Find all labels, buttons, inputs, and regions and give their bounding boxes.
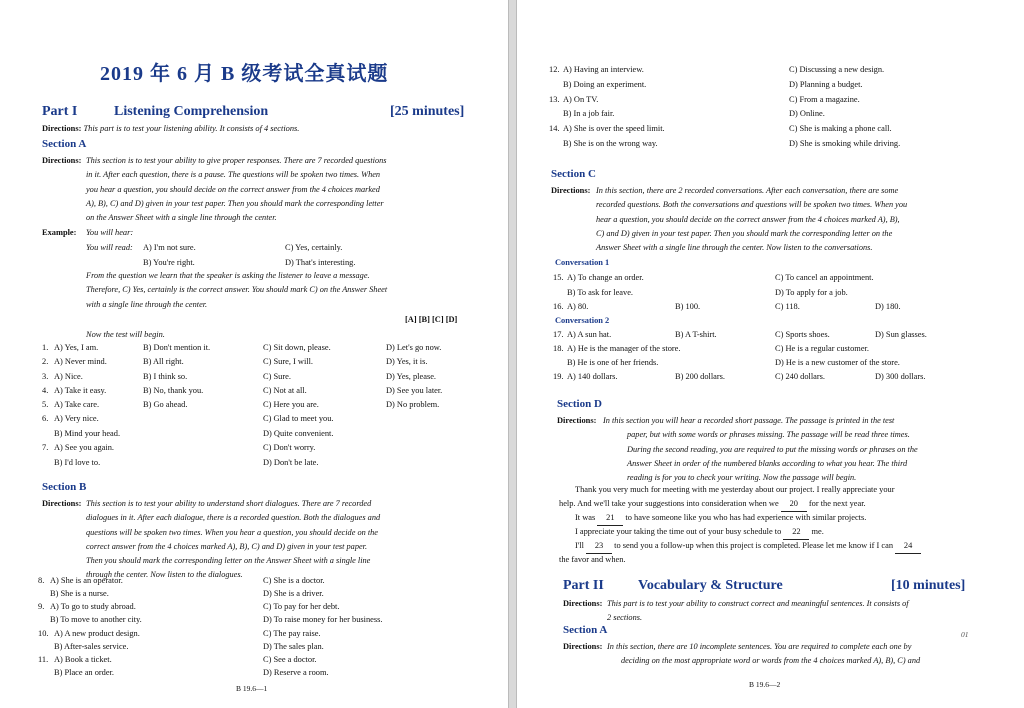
- q19-d: D) 300 dollars.: [875, 372, 926, 381]
- part2-name: Vocabulary & Structure: [638, 578, 783, 593]
- q10-num: 10.: [38, 628, 49, 638]
- q8-d: D) She is a driver.: [263, 589, 324, 598]
- q15-b: B) To ask for leave.: [567, 288, 634, 297]
- part2-directions: This part is to test your ability to construct correct and meaningful sentences. It consists of 2 sections.: [607, 599, 909, 623]
- q1-d: D) Let's go now.: [386, 343, 442, 352]
- q2-num: 2.: [42, 357, 49, 367]
- example-choice-c: C) Yes, certainly.: [285, 243, 343, 252]
- q2-c: C) Sure, I will.: [263, 357, 314, 367]
- q5-c: C) Here you are.: [263, 400, 319, 410]
- part2-sectionA-directions: In this section, there are 10 incomplete sentences. You are required to complete each one by deciding on the most appropriate word or words from the 4 choices marked A), B), C) and: [607, 642, 921, 666]
- q16-b: B) 100.: [675, 302, 701, 311]
- q18-num: 18.: [553, 344, 564, 353]
- part1-directions: This part is to test your listening ability. It consists of 4 sections.: [83, 124, 300, 133]
- q14-d: D) She is smoking while driving.: [789, 138, 901, 148]
- q14-num: 14.: [549, 124, 560, 133]
- sectionB-label: Section B: [42, 481, 87, 493]
- q7-c: C) Don't worry.: [263, 443, 316, 452]
- q12-a: A) Having an interview.: [563, 65, 644, 74]
- q13-b: B) In a job fair.: [563, 109, 615, 118]
- conversation2-label: Conversation 2: [555, 316, 610, 325]
- q9-d: D) To raise money for her business.: [263, 615, 383, 625]
- footer-page1: B 19.6—1: [236, 684, 268, 693]
- q15-a: A) To change an order.: [567, 273, 644, 282]
- q9-b: B) To move to another city.: [50, 615, 142, 625]
- sectionA-label: Section A: [42, 138, 87, 150]
- page-left: [0, 0, 509, 708]
- part2-sectionA-label: Section A: [563, 624, 608, 636]
- part2-label: Part II: [563, 578, 604, 593]
- q8-num: 8.: [38, 576, 45, 585]
- q7-d: D) Don't be late.: [263, 458, 319, 467]
- directions-label: Directions:: [42, 124, 82, 133]
- passage-line3: It was 21 to have someone like you who has had experience with similar projects.: [575, 511, 866, 526]
- q9-a: A) To go to study abroad.: [50, 602, 136, 612]
- q19-b: B) 200 dollars.: [675, 372, 726, 381]
- conversation1-label: Conversation 1: [555, 258, 610, 267]
- q2-d: D) Yes, it is.: [386, 357, 428, 367]
- q4-b: B) No, thank you.: [143, 385, 204, 395]
- q17-num: 17.: [553, 330, 564, 339]
- q16-num: 16.: [553, 302, 564, 311]
- sectionD-directions-label: Directions:: [557, 416, 597, 425]
- q13-c: C) From a magazine.: [789, 94, 860, 104]
- q18-c: C) He is a regular customer.: [775, 344, 869, 353]
- answer-mark-example: [A] [B] [C] [D]: [405, 315, 458, 324]
- q15-d: D) To apply for a job.: [775, 288, 848, 297]
- q8-b: B) She is a nurse.: [50, 589, 109, 598]
- q16-a: A) 80.: [567, 302, 589, 311]
- q4-d: D) See you later.: [386, 385, 443, 395]
- sectionC-directions-label: Directions:: [551, 186, 591, 195]
- q3-c: C) Sure.: [263, 371, 291, 381]
- sectionB-directions-label: Directions:: [42, 499, 82, 508]
- sectionC-label: Section C: [551, 168, 596, 180]
- q11-b: B) Place an order.: [54, 667, 114, 677]
- part2-time: [10 minutes]: [891, 578, 966, 593]
- q6-a: A) Very nice.: [54, 414, 99, 423]
- example-read: You will read:: [86, 243, 133, 252]
- q14-c: C) She is making a phone call.: [789, 124, 892, 133]
- q1-c: C) Sit down, please.: [263, 343, 331, 352]
- q11-c: C) See a doctor.: [263, 654, 317, 664]
- q14-a: A) She is over the speed limit.: [563, 124, 665, 133]
- sectionC-directions: In this section, there are 2 recorded conversations. After each conversation, there are some recorded questions. Both the conversations and questions will be spoken two times. When you hear a question, you should decide on the correct answer from the 4 choices marked A), B), C) and D) given in your test paper. Then you should mark the corresponding letter on the Answer Sheet with a single line through the center. Now listen to the conversations.: [596, 186, 908, 253]
- q7-b: B) I'd love to.: [54, 458, 101, 467]
- q17-b: B) A T-shirt.: [675, 330, 717, 339]
- blank-21[interactable]: 21: [597, 511, 623, 526]
- q2-a: A) Never mind.: [54, 357, 107, 367]
- q4-a: A) Take it easy.: [54, 385, 107, 395]
- q14-b: B) She is on the wrong way.: [563, 138, 658, 148]
- q8-a: A) She is an operator.: [50, 576, 123, 585]
- q12-num: 12.: [549, 65, 560, 74]
- q9-c: C) To pay for her debt.: [263, 602, 340, 612]
- page-mark: 01: [961, 630, 969, 639]
- part1-name: Listening Comprehension: [114, 104, 269, 119]
- q18-b: B) He is one of her friends.: [567, 358, 659, 367]
- q3-num: 3.: [42, 371, 49, 381]
- q7-a: A) See you again.: [54, 443, 115, 452]
- q15-c: C) To cancel an appointment.: [775, 273, 874, 282]
- q19-a: A) 140 dollars.: [567, 372, 618, 381]
- exam-title: 2019 年 6 月 B 级考试全真试题: [100, 63, 389, 85]
- sectionB-directions: This section is to test your ability to understand short dialogues. There are 7 recorded dialogues in it. After each dialogue, there is a recorded question. Both the dialogues and questions will be spoken two times. When you hear a question, you should decide on the correct answer from the 4 choices marked A), B), C) and D) given in your test paper. Then you should mark the corresponding letter on the Answer Sheet with a single line through the center. Now listen to the dialogues.: [86, 499, 381, 580]
- q1-b: B) Don't mention it.: [143, 343, 211, 352]
- q6-b: B) Mind your head.: [54, 429, 121, 438]
- q16-c: C) 118.: [775, 302, 800, 311]
- q13-d: D) Online.: [789, 109, 825, 118]
- q6-d: D) Quite convenient.: [263, 429, 334, 438]
- example-explanation: From the question we learn that the speaker is asking the listener to leave a message. Therefore, C) Yes, certainly is the correct answer. You should mark C) on the Answer Sheet with a single line through the center.: [86, 271, 388, 309]
- blank-20[interactable]: 20: [781, 497, 807, 512]
- blank-22[interactable]: 22: [783, 525, 809, 540]
- example-choice-a: A) I'm not sure.: [143, 243, 196, 252]
- q10-b: B) After-sales service.: [54, 641, 129, 651]
- q18-d: D) He is a new customer of the store.: [775, 358, 900, 367]
- q4-num: 4.: [42, 385, 49, 395]
- q12-c: C) Discussing a new design.: [789, 65, 885, 74]
- q9-num: 9.: [38, 602, 45, 612]
- q3-a: A) Nice.: [54, 371, 83, 381]
- passage-line5: I'll 23 to send you a follow-up when this project is completed. Please let me know if I can 24: [575, 539, 921, 554]
- q16-d: D) 180.: [875, 302, 901, 311]
- sectionD-label: Section D: [557, 398, 602, 410]
- passage-line1: Thank you very much for meeting with me yesterday about our project. I really appreciate your: [575, 485, 895, 494]
- passage-line2: help. And we'll take your suggestions into consideration when we 20 for the next year.: [559, 497, 866, 512]
- q5-b: B) Go ahead.: [143, 400, 188, 410]
- q19-c: C) 240 dollars.: [775, 372, 826, 381]
- q7-num: 7.: [42, 443, 49, 452]
- q4-c: C) Not at all.: [263, 385, 307, 395]
- q17-a: A) A sun hat.: [567, 330, 612, 339]
- q13-a: A) On TV.: [563, 94, 599, 104]
- passage-line6: the favor and when.: [559, 555, 626, 564]
- q11-d: D) Reserve a room.: [263, 667, 329, 677]
- q17-d: D) Sun glasses.: [875, 330, 927, 339]
- q10-d: D) The sales plan.: [263, 641, 324, 651]
- test-begin: Now the test will begin.: [86, 330, 165, 339]
- q10-a: A) A new product design.: [54, 628, 140, 638]
- q12-d: D) Planning a budget.: [789, 79, 863, 89]
- example-choice-d: D) That's interesting.: [285, 258, 356, 267]
- q3-b: B) I think so.: [143, 371, 188, 381]
- blank-24[interactable]: 24: [895, 539, 921, 554]
- q1-num: 1.: [42, 343, 49, 352]
- q2-b: B) All right.: [143, 357, 184, 367]
- q19-num: 19.: [553, 372, 564, 381]
- example-hear: You will hear:: [86, 228, 134, 237]
- q8-c: C) She is a doctor.: [263, 576, 325, 585]
- passage-line4: I appreciate your taking the time out of your busy schedule to 22 me.: [575, 525, 824, 540]
- q18-a: A) He is the manager of the store.: [567, 344, 681, 353]
- sectionA-directions-label: Directions:: [42, 156, 82, 165]
- q11-num: 11.: [38, 654, 49, 664]
- q11-a: A) Book a ticket.: [54, 654, 112, 664]
- page-right: [516, 0, 1024, 708]
- q3-d: D) Yes, please.: [386, 371, 437, 381]
- part2-sectionA-directions-label: Directions:: [563, 642, 603, 651]
- q5-d: D) No problem.: [386, 400, 440, 410]
- q6-num: 6.: [42, 414, 49, 423]
- sectionA-directions: This section is to test your ability to give proper responses. There are 7 recorded questions in it. After each question, there is a pause. The questions will be spoken two times. When you hear a question, you should decide on the correct answer from the 4 choices marked A), B), C) and D) given in your test paper. Then you should mark the corresponding letter on the Answer Sheet with a single line through the center.: [86, 156, 387, 223]
- q12-b: B) Doing an experiment.: [563, 79, 647, 89]
- part1-time: [25 minutes]: [390, 104, 465, 119]
- footer-page2: B 19.6—2: [749, 680, 781, 689]
- q5-a: A) Take care.: [54, 400, 100, 410]
- q6-c: C) Glad to meet you.: [263, 414, 334, 423]
- part2-directions-label: Directions:: [563, 599, 603, 608]
- q10-c: C) The pay raise.: [263, 628, 321, 638]
- q15-num: 15.: [553, 273, 564, 282]
- q1-a: A) Yes, I am.: [54, 343, 99, 352]
- blank-23[interactable]: 23: [586, 539, 612, 554]
- q13-num: 13.: [549, 94, 560, 104]
- part1-label: Part I: [42, 104, 78, 119]
- q5-num: 5.: [42, 400, 49, 410]
- example-label: Example:: [42, 228, 77, 237]
- sectionD-directions: In this section you will hear a recorded short passage. The passage is printed in the test paper, but with some words or phrases missing. The passage will be read three times. During the second reading, you are required to put the missing words or phrases on the Answer Sheet in order of the numbered blanks according to what you hear. The third reading is for you to check your writing. Now the passage will begin.: [603, 416, 918, 483]
- q17-c: C) Sports shoes.: [775, 330, 830, 339]
- example-choice-b: B) You're right.: [143, 258, 195, 267]
